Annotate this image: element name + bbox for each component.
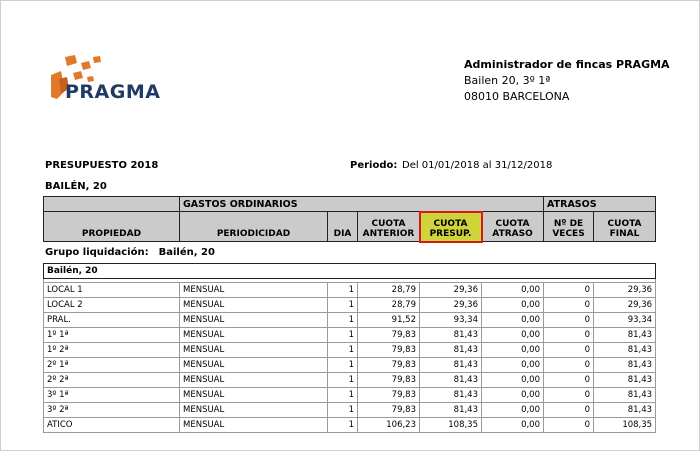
cell-times: 0 [544,328,594,343]
period-value: Del 01/01/2018 al 31/12/2018 [402,160,553,171]
cell-arrears: 0,00 [482,358,544,373]
table-row [44,343,656,358]
cell-budget: 29,36 [420,283,482,298]
cell-periodicity: MENSUAL [180,313,328,328]
cell-budget: 81,43 [420,373,482,388]
cell-prev: 79,83 [358,373,420,388]
cell-arrears: 0,00 [482,283,544,298]
logo-text: PRAGMA [65,81,161,103]
cell-final: 29,36 [594,283,656,298]
table-row [44,373,656,388]
cell-property: 3º 2ª [44,403,180,418]
cell-budget: 81,43 [420,388,482,403]
cell-periodicity: MENSUAL [180,328,328,343]
cell-times: 0 [544,358,594,373]
cell-prev: 79,83 [358,328,420,343]
cell-final: 108,35 [594,418,656,433]
col-arrears-fee: CUOTA ATRASO [482,212,544,242]
table-header [43,196,656,242]
cell-times: 0 [544,373,594,388]
col-prev-fee: CUOTA ANTERIOR [358,212,420,242]
cell-property: PRAL. [44,313,180,328]
cell-times: 0 [544,388,594,403]
company-name: Administrador de fincas PRAGMA [464,58,670,71]
cell-periodicity: MENSUAL [180,283,328,298]
col-times: Nº DE VECES [544,212,594,242]
cell-times: 0 [544,403,594,418]
cell-times: 0 [544,298,594,313]
cell-periodicity: MENSUAL [180,298,328,313]
cell-property: 2º 2ª [44,373,180,388]
cell-prev: 28,79 [358,298,420,313]
cell-prev: 106,23 [358,418,420,433]
cell-budget: 81,43 [420,403,482,418]
group-value: Bailén, 20 [158,247,215,258]
cell-property: 1º 2ª [44,343,180,358]
cell-periodicity: MENSUAL [180,388,328,403]
cell-day: 1 [328,403,358,418]
cell-budget: 81,43 [420,328,482,343]
cell-day: 1 [328,373,358,388]
table-row [44,388,656,403]
cell-arrears: 0,00 [482,403,544,418]
community-name: BAILÉN, 20 [45,181,107,192]
cell-final: 81,43 [594,388,656,403]
cell-day: 1 [328,313,358,328]
cell-periodicity: MENSUAL [180,418,328,433]
col-final-fee: CUOTA FINAL [594,212,656,242]
cell-property: LOCAL 2 [44,298,180,313]
cell-final: 93,34 [594,313,656,328]
cell-periodicity: MENSUAL [180,343,328,358]
report-title: PRESUPUESTO 2018 [45,160,159,171]
cell-times: 0 [544,418,594,433]
cell-final: 81,43 [594,358,656,373]
company-city: 08010 BARCELONA [464,90,570,103]
cell-prev: 28,79 [358,283,420,298]
table-row [44,418,656,433]
cell-periodicity: MENSUAL [180,373,328,388]
cell-property: 2º 1ª [44,358,180,373]
cell-prev: 79,83 [358,358,420,373]
cell-prev: 91,52 [358,313,420,328]
cell-arrears: 0,00 [482,313,544,328]
fees-table [43,263,656,433]
cell-prev: 79,83 [358,388,420,403]
cell-final: 81,43 [594,343,656,358]
col-budget-fee: CUOTA PRESUP. [420,212,482,242]
cell-arrears: 0,00 [482,373,544,388]
cell-budget: 108,35 [420,418,482,433]
col-property: PROPIEDAD [44,212,180,242]
cell-day: 1 [328,283,358,298]
group-liquidation [45,247,215,258]
cell-day: 1 [328,388,358,403]
cell-arrears: 0,00 [482,298,544,313]
cell-times: 0 [544,283,594,298]
cell-periodicity: MENSUAL [180,403,328,418]
cell-times: 0 [544,343,594,358]
group-header-ordinary: GASTOS ORDINARIOS [180,197,544,212]
company-block [464,57,670,105]
section-title: Bailén, 20 [44,264,656,279]
cell-day: 1 [328,418,358,433]
cell-day: 1 [328,358,358,373]
cell-final: 29,36 [594,298,656,313]
cell-arrears: 0,00 [482,388,544,403]
cell-property: LOCAL 1 [44,283,180,298]
cell-property: 3º 1ª [44,388,180,403]
cell-times: 0 [544,313,594,328]
cell-property: 1º 1ª [44,328,180,343]
cell-day: 1 [328,343,358,358]
cell-budget: 93,34 [420,313,482,328]
cell-day: 1 [328,328,358,343]
cell-day: 1 [328,298,358,313]
cell-arrears: 0,00 [482,343,544,358]
col-periodicity: PERIODICIDAD [180,212,328,242]
period-label: Periodo: [350,160,398,171]
cell-budget: 81,43 [420,358,482,373]
cell-property: ATICO [44,418,180,433]
table-row [44,283,656,298]
cell-prev: 79,83 [358,343,420,358]
table-row [44,358,656,373]
table-row [44,313,656,328]
cell-final: 81,43 [594,328,656,343]
company-address: Bailen 20, 3º 1ª [464,74,551,87]
cell-budget: 81,43 [420,343,482,358]
cell-prev: 79,83 [358,403,420,418]
col-day: DIA [328,212,358,242]
group-label: Grupo liquidación: [45,247,149,258]
cell-periodicity: MENSUAL [180,358,328,373]
cell-final: 81,43 [594,403,656,418]
cell-arrears: 0,00 [482,328,544,343]
table-row [44,298,656,313]
cell-arrears: 0,00 [482,418,544,433]
cell-final: 81,43 [594,373,656,388]
group-header-arrears: ATRASOS [544,197,656,212]
cell-budget: 29,36 [420,298,482,313]
table-row [44,328,656,343]
table-row [44,403,656,418]
